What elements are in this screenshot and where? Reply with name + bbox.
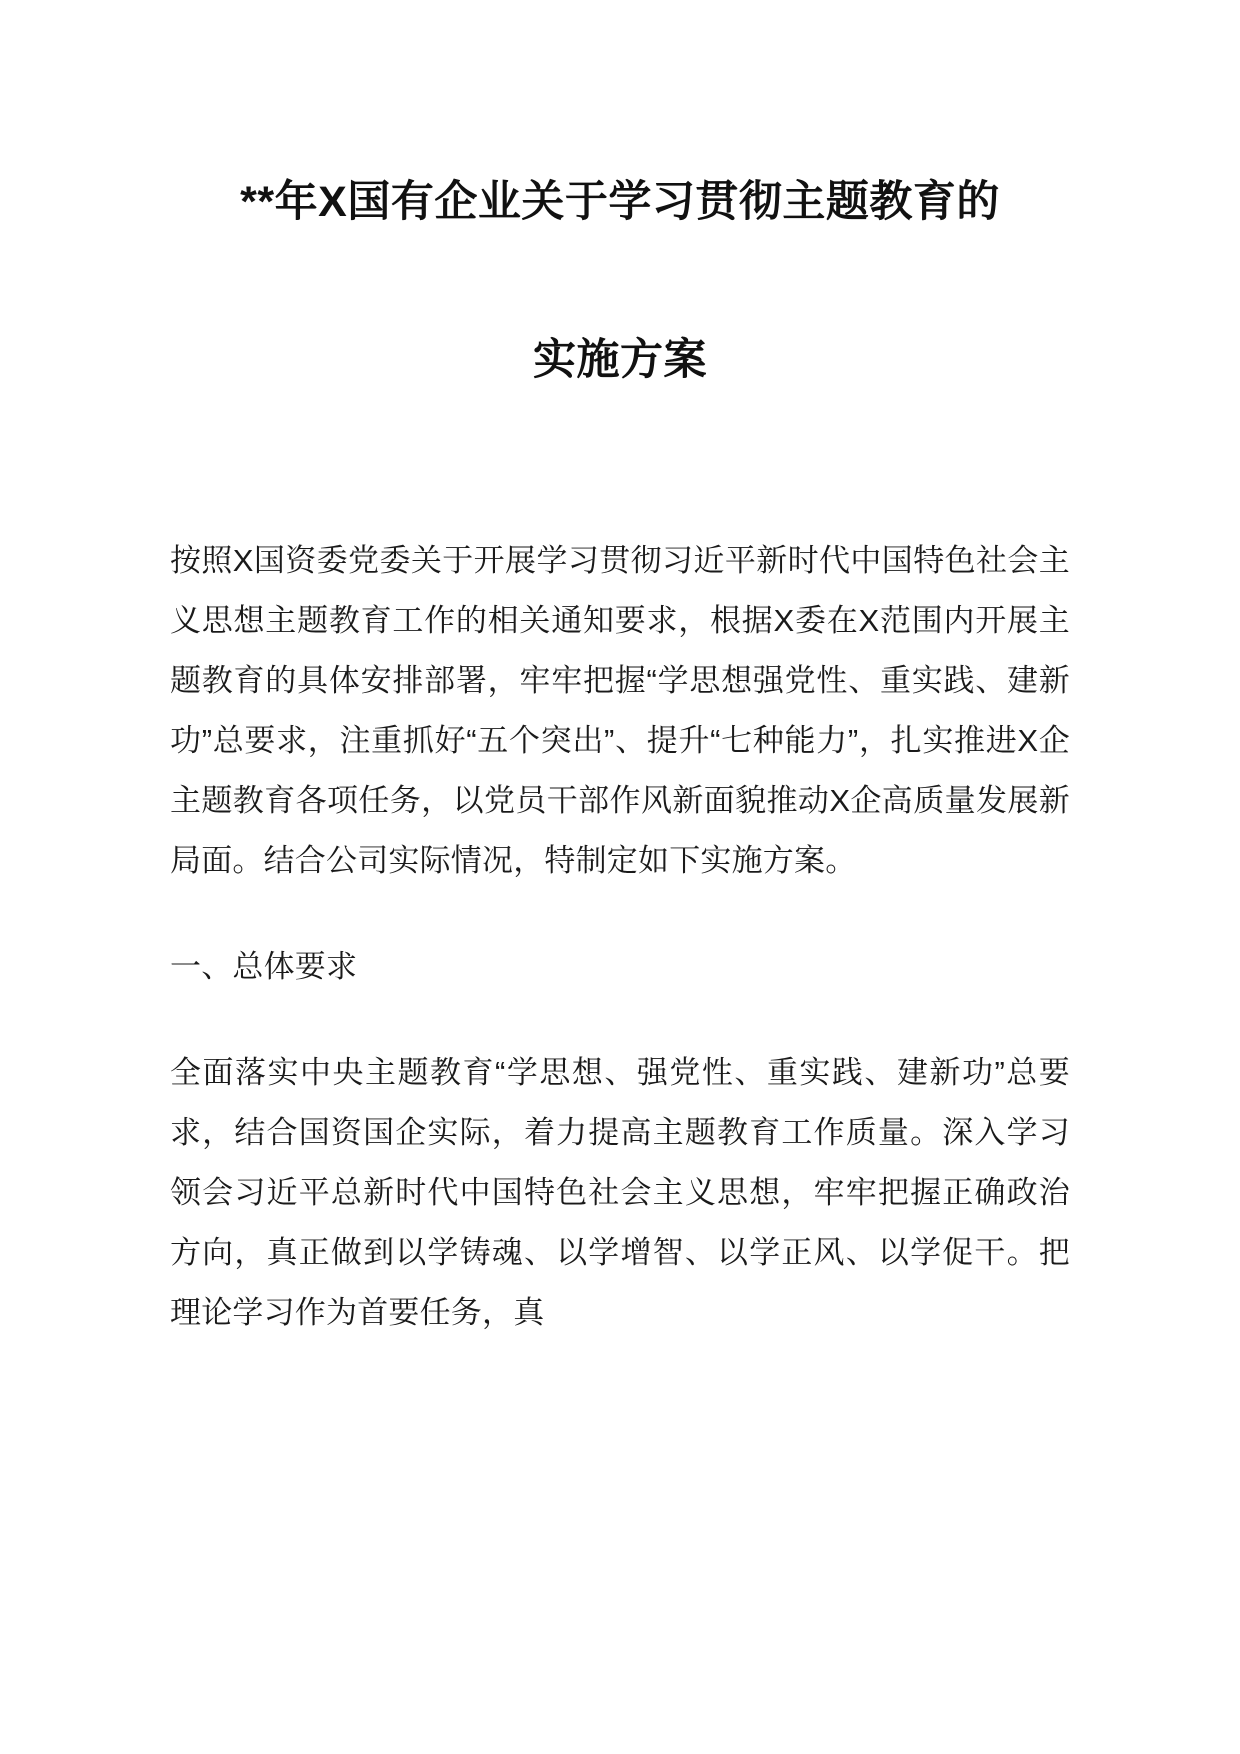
page-title-line-2: 实施方案 [533, 335, 707, 384]
section-1-paragraph: 全面落实中央主题教育“学思想、强党性、重实践、建新功”总要求，结合国资国企实际，着力提高主题教育工作质量。深入学习领会习近平总新时代中国特色社会主义思想，牢牢把握正确政治方向，真正做到以学铸魂、以学增智、以学正风、以学促干。把理论学习作为首要任务，真 [170, 1055, 1070, 1331]
document-title-block [170, 0, 1070, 395]
intro-paragraph: 按照X国资委党委关于开展学习贯彻习近平新时代中国特色社会主义思想主题教育工作的相关通知要求，根据X委在X范围内开展主题教育的具体安排部署，牢牢把握“学思想强党性、重实践、建新功”总要求，注重抓好“五个突出”、提升“七种能力”，扎实推进X企主题教育各项任务，以党员干部作风新面貌推动X企高质量发展新局面。结合公司实际情况，特制定如下实施方案。 [170, 543, 1070, 879]
page-title [170, 168, 1070, 395]
document-body [170, 395, 1070, 1343]
section-heading-1: 一、总体要求 [170, 949, 358, 985]
page-title-line-1: **年X国有企业关于学习贯彻主题教育的 [240, 178, 1000, 226]
document-content [170, 0, 1070, 1343]
